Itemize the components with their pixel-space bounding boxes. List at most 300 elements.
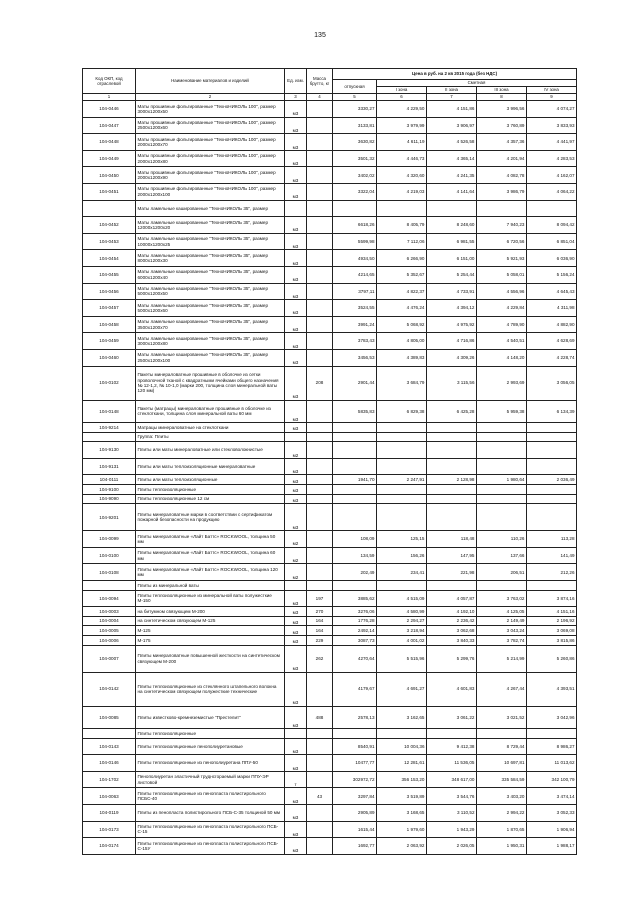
price-zone-1: 156,26: [377, 547, 427, 564]
price-zone-3: 3 043,24: [477, 626, 527, 636]
price-release: [333, 504, 377, 531]
item-unit: м3: [285, 423, 307, 433]
item-unit: м3: [285, 706, 307, 729]
price-release: 3402,02: [333, 167, 377, 184]
item-mass: [307, 564, 333, 581]
price-zone-2: 5 299,76: [427, 645, 477, 672]
item-mass: [307, 333, 333, 350]
item-mass: [307, 117, 333, 134]
price-zone-3: 1 950,31: [477, 838, 527, 855]
price-zone-1: [377, 504, 427, 531]
item-unit: м3: [285, 755, 307, 772]
item-code: [83, 200, 136, 217]
price-zone-3: 206,51: [477, 564, 527, 581]
price-release: 1776,28: [333, 616, 377, 626]
price-zone-3: 4 789,90: [477, 316, 527, 333]
price-zone-1: 125,15: [377, 531, 427, 548]
price-zone-2: 4 716,86: [427, 333, 477, 350]
price-zone-1: 3 168,65: [377, 804, 427, 821]
price-zone-3: 1 980,64: [477, 475, 527, 485]
price-release: 4214,65: [333, 266, 377, 283]
price-zone-3: 2 993,69: [477, 366, 527, 400]
item-unit: м3: [285, 117, 307, 134]
item-unit: [285, 729, 307, 739]
price-zone-3: 137,66: [477, 547, 527, 564]
price-zone-3: 5 214,99: [477, 645, 527, 672]
table-row: [83, 821, 577, 838]
item-name: Плиты минераловатные «Лайт Баттс» ROCKWOOL, толщина 120 мм: [136, 564, 285, 581]
item-name: Плиты или маты теплоизоляционные: [136, 475, 285, 485]
price-zone-1: [377, 442, 427, 459]
item-unit: [285, 432, 307, 442]
price-zone-4: 212,26: [527, 564, 577, 581]
price-zone-1: [377, 432, 427, 442]
price-release: 2901,44: [333, 366, 377, 400]
price-zone-1: 12 281,61: [377, 755, 427, 772]
price-zone-4: 3 069,08: [527, 626, 577, 636]
price-zone-1: 3 979,99: [377, 117, 427, 134]
item-name: Плиты теплоизоляционные: [136, 729, 285, 739]
price-release: [333, 484, 377, 494]
price-zone-3: 2 994,22: [477, 804, 527, 821]
table-row: [83, 200, 577, 217]
item-code: 104-0143: [83, 738, 136, 755]
item-mass: [307, 150, 333, 167]
price-zone-1: 2 247,91: [377, 475, 427, 485]
price-release: [333, 423, 377, 433]
item-code: 104-0455: [83, 266, 136, 283]
item-code: 104-9100: [83, 484, 136, 494]
item-code: 104-9130: [83, 442, 136, 459]
item-unit: м2: [285, 531, 307, 548]
price-release: 6618,26: [333, 217, 377, 234]
price-zone-4: 3 056,05: [527, 366, 577, 400]
table-row: [83, 217, 577, 234]
price-zone-2: 118,48: [427, 531, 477, 548]
item-code: 104-0102: [83, 366, 136, 400]
price-zone-3: 4 267,44: [477, 672, 527, 706]
item-unit: м3: [285, 738, 307, 755]
price-release: 134,59: [333, 547, 377, 564]
item-mass: 488: [307, 706, 333, 729]
price-zone-3: 4 556,96: [477, 283, 527, 300]
item-code: 104-0005: [83, 626, 136, 636]
price-zone-1: 4 476,24: [377, 300, 427, 317]
price-zone-3: 3 996,56: [477, 101, 527, 118]
item-code: 104-0460: [83, 349, 136, 366]
price-zone-4: 3 874,16: [527, 590, 577, 607]
item-unit: м3: [285, 167, 307, 184]
item-unit: м3: [285, 134, 307, 151]
header-name: Наименование материалов и изделий: [136, 69, 285, 94]
item-code: 104-0119: [83, 804, 136, 821]
price-zone-3: 10 697,81: [477, 755, 527, 772]
price-release: 3330,27: [333, 101, 377, 118]
price-release: 2492,14: [333, 626, 377, 636]
price-zone-4: 1 988,17: [527, 838, 577, 855]
price-zone-2: 4 192,10: [427, 607, 477, 617]
price-release: 1941,70: [333, 475, 377, 485]
header-zone-2: II зона: [427, 87, 477, 94]
table-row: [83, 494, 577, 504]
price-zone-1: 356 153,20: [377, 771, 427, 788]
price-zone-3: [477, 423, 527, 433]
item-name: Плиты теплоизоляционные из пенополиуретана ППУ-50: [136, 755, 285, 772]
item-mass: [307, 442, 333, 459]
item-code: 104-0063: [83, 788, 136, 805]
col-number: 4: [307, 94, 333, 101]
price-zone-3: 4 148,20: [477, 349, 527, 366]
item-mass: [307, 266, 333, 283]
price-release: 3456,53: [333, 349, 377, 366]
item-mass: 43: [307, 788, 333, 805]
item-name: Плиты минераловатные «Лайт Баттс» ROCKWOOL, толщина 60 мм: [136, 547, 285, 564]
price-release: 4179,67: [333, 672, 377, 706]
header-price-title: Цена в руб. на 2 кв 2015 года (без НДС): [333, 69, 577, 80]
price-zone-2: 8 248,60: [427, 217, 477, 234]
table-header: [83, 69, 577, 101]
price-zone-1: 4 229,50: [377, 101, 427, 118]
price-zone-1: 4 389,83: [377, 349, 427, 366]
item-mass: [307, 475, 333, 485]
header-release: отпускная: [333, 80, 377, 94]
price-zone-3: 4 357,36: [477, 134, 527, 151]
price-zone-2: [427, 432, 477, 442]
price-zone-4: 4 393,51: [527, 672, 577, 706]
price-zone-2: 4 241,35: [427, 167, 477, 184]
price-zone-2: 3 062,68: [427, 626, 477, 636]
header-estimate: Сметная: [377, 80, 577, 87]
item-name: Плиты теплоизоляционные: [136, 484, 285, 494]
price-release: 3524,55: [333, 300, 377, 317]
item-unit: м3: [285, 607, 307, 617]
price-zone-3: 4 540,51: [477, 333, 527, 350]
item-code: 104-0453: [83, 233, 136, 250]
item-mass: [307, 300, 333, 317]
item-name: Маты ламельные кашированные "ТехноНИКОЛЬ 35", размер 5000х1200х50: [136, 283, 285, 300]
item-unit: м2: [285, 547, 307, 564]
item-name: Плиты из минеральной ваты: [136, 580, 285, 590]
item-unit: м3: [285, 316, 307, 333]
item-mass: 270: [307, 607, 333, 617]
price-zone-4: 4 645,43: [527, 283, 577, 300]
table-row: [83, 771, 577, 788]
price-zone-2: 3 906,97: [427, 117, 477, 134]
item-code: 104-0451: [83, 183, 136, 200]
table-row: [83, 729, 577, 739]
col-number: 9: [527, 94, 577, 101]
price-release: 3133,81: [333, 117, 377, 134]
item-name: Матрацы минераловатные на стеклоткани: [136, 423, 285, 433]
item-unit: м3: [285, 217, 307, 234]
item-mass: [307, 672, 333, 706]
price-zone-2: 3 115,56: [427, 366, 477, 400]
price-release: 202,49: [333, 564, 377, 581]
item-unit: м3: [285, 821, 307, 838]
price-zone-4: 6 851,04: [527, 233, 577, 250]
price-zone-4: 11 013,62: [527, 755, 577, 772]
item-unit: м3: [285, 183, 307, 200]
price-zone-4: 5 260,86: [527, 645, 577, 672]
price-zone-4: [527, 423, 577, 433]
item-mass: [307, 458, 333, 475]
item-code: 104-0148: [83, 400, 136, 423]
item-unit: м3: [285, 672, 307, 706]
table-row: [83, 645, 577, 672]
item-mass: 262: [307, 645, 333, 672]
price-zone-1: [377, 580, 427, 590]
item-code: 104-9201: [83, 504, 136, 531]
item-code: 104-0459: [83, 333, 136, 350]
item-unit: м3: [285, 590, 307, 607]
item-mass: [307, 250, 333, 267]
price-release: 8540,91: [333, 738, 377, 755]
item-name: Плиты из пенопласта полистирольного ПСБ-С-35 толщиной 50 мм: [136, 804, 285, 821]
price-zone-1: 4 001,02: [377, 635, 427, 645]
item-unit: м3: [285, 233, 307, 250]
price-zone-1: 8 405,79: [377, 217, 427, 234]
item-code: 104-1702: [83, 771, 136, 788]
price-zone-1: 4 691,27: [377, 672, 427, 706]
price-zone-2: 4 394,12: [427, 300, 477, 317]
price-zone-1: [377, 729, 427, 739]
item-name: на битумном связующем М-200: [136, 607, 285, 617]
price-zone-1: 10 004,36: [377, 738, 427, 755]
price-zone-4: [527, 494, 577, 504]
price-release: [333, 458, 377, 475]
item-code: 104-0454: [83, 250, 136, 267]
price-release: [333, 580, 377, 590]
item-unit: м3: [285, 494, 307, 504]
price-zone-3: 3 021,52: [477, 706, 527, 729]
price-zone-3: 3 782,74: [477, 635, 527, 645]
price-zone-1: 5 068,92: [377, 316, 427, 333]
price-zone-4: [527, 432, 577, 442]
item-name: Маты ламельные кашированные "ТехноНИКОЛЬ 35", размер 10000х1200х25: [136, 233, 285, 250]
price-zone-1: 5 352,67: [377, 266, 427, 283]
item-name: Плиты теплоизоляционные из пенопласта полистирольного ПСБ-С-15: [136, 821, 285, 838]
price-zone-4: [527, 504, 577, 531]
item-name: Плиты или маты теплоизоляционные минераловатные: [136, 458, 285, 475]
item-code: 104-0447: [83, 117, 136, 134]
col-number: 6: [377, 94, 427, 101]
price-zone-3: 4 082,78: [477, 167, 527, 184]
price-zone-4: 4 064,22: [527, 183, 577, 200]
price-release: [333, 432, 377, 442]
price-zone-2: 4 975,92: [427, 316, 477, 333]
price-zone-1: 3 519,89: [377, 788, 427, 805]
price-zone-4: 342 100,79: [527, 771, 577, 788]
price-zone-2: 4 365,14: [427, 150, 477, 167]
price-zone-3: 2 149,49: [477, 616, 527, 626]
price-zone-4: 2 036,49: [527, 475, 577, 485]
price-zone-1: 4 320,60: [377, 167, 427, 184]
table-row: [83, 755, 577, 772]
item-code: 104-0108: [83, 564, 136, 581]
column-number-row: [83, 94, 577, 101]
item-unit: м3: [285, 635, 307, 645]
item-mass: [307, 838, 333, 855]
item-code: 104-9090: [83, 494, 136, 504]
price-zone-3: 1 870,65: [477, 821, 527, 838]
item-code: 104-0099: [83, 531, 136, 548]
item-mass: [307, 167, 333, 184]
price-zone-4: 3 474,14: [527, 788, 577, 805]
item-name: Маты ламельные кашированные "ТехноНИКОЛЬ 35", размер: [136, 200, 285, 217]
price-zone-2: [427, 580, 477, 590]
table-row: [83, 547, 577, 564]
item-mass: [307, 738, 333, 755]
price-release: [333, 200, 377, 217]
price-zone-1: 6 266,90: [377, 250, 427, 267]
price-release: 2578,13: [333, 706, 377, 729]
price-zone-1: [377, 458, 427, 475]
price-zone-4: 4 074,27: [527, 101, 577, 118]
price-zone-3: 5 058,01: [477, 266, 527, 283]
price-zone-4: 4 151,16: [527, 607, 577, 617]
price-zone-4: 3 052,33: [527, 804, 577, 821]
item-code: 104-0003: [83, 607, 136, 617]
price-zone-4: [527, 200, 577, 217]
item-mass: [307, 484, 333, 494]
price-zone-3: 3 986,79: [477, 183, 527, 200]
header-zone-1: I зона: [377, 87, 427, 94]
item-name: Маты ламельные кашированные "ТехноНИКОЛЬ 35", размер 12000х1200х20: [136, 217, 285, 234]
item-unit: м3: [285, 250, 307, 267]
price-zone-4: [527, 484, 577, 494]
table-row: [83, 531, 577, 548]
item-mass: [307, 283, 333, 300]
price-zone-3: 4 201,94: [477, 150, 527, 167]
table-row: [83, 706, 577, 729]
item-unit: м3: [285, 366, 307, 400]
item-name: Плиты известково-кремнеземистые "Престелит": [136, 706, 285, 729]
item-name: Пакеты минераловатные прошивные в оболочке из сетки проволочной тканой с квадратными ячейками общего назначения № 12-1,2, № 10-1,0 (марки 200, толщина слоя минеральной ваты 120 мм): [136, 366, 285, 400]
price-zone-1: 3 684,79: [377, 366, 427, 400]
price-zone-2: 4 141,64: [427, 183, 477, 200]
item-code: 104-0458: [83, 316, 136, 333]
price-release: 3501,32: [333, 150, 377, 167]
item-mass: [307, 729, 333, 739]
price-release: 3991,24: [333, 316, 377, 333]
table-row: [83, 233, 577, 250]
item-name: Плиты минераловатные повышенной жесткости на синтетическом связующем М-200: [136, 645, 285, 672]
header-code: Код ОКП, код отраслевой: [83, 69, 136, 94]
price-zone-3: 3 760,89: [477, 117, 527, 134]
price-zone-1: 4 805,00: [377, 333, 427, 350]
price-release: [333, 729, 377, 739]
price-zone-2: 3 110,52: [427, 804, 477, 821]
item-unit: т: [285, 771, 307, 788]
table-row: [83, 283, 577, 300]
col-number: 5: [333, 94, 377, 101]
price-zone-4: 4 628,69: [527, 333, 577, 350]
item-mass: [307, 134, 333, 151]
item-code: 104-9214: [83, 423, 136, 433]
price-zone-1: 4 515,09: [377, 590, 427, 607]
table-row: [83, 580, 577, 590]
item-mass: [307, 423, 333, 433]
item-code: 104-0146: [83, 755, 136, 772]
price-zone-2: [427, 200, 477, 217]
price-zone-2: 9 412,38: [427, 738, 477, 755]
price-zone-3: 110,26: [477, 531, 527, 548]
item-mass: [307, 531, 333, 548]
price-release: [333, 442, 377, 459]
price-zone-4: 141,49: [527, 547, 577, 564]
table-row: [83, 804, 577, 821]
price-zone-1: 4 611,19: [377, 134, 427, 151]
item-code: 104-9131: [83, 458, 136, 475]
item-code: [83, 729, 136, 739]
item-unit: м3: [285, 475, 307, 485]
price-zone-4: 4 228,74: [527, 349, 577, 366]
price-release: 4270,64: [333, 645, 377, 672]
table-row: [83, 672, 577, 706]
item-code: 104-0100: [83, 547, 136, 564]
item-unit: м3: [285, 504, 307, 531]
item-name: Плиты теплоизоляционные из пенопласта полистирольного ПСБ-С-15У: [136, 838, 285, 855]
item-name: Плиты теплоизоляционные из минеральной ваты полужесткие М-150: [136, 590, 285, 607]
price-zone-2: 147,95: [427, 547, 477, 564]
price-release: 10477,77: [333, 755, 377, 772]
price-zone-1: 7 112,06: [377, 233, 427, 250]
table-row: [83, 423, 577, 433]
table-row: [83, 442, 577, 459]
table-row: [83, 484, 577, 494]
price-zone-2: [427, 494, 477, 504]
item-code: 104-0452: [83, 217, 136, 234]
price-zone-1: [377, 494, 427, 504]
price-zone-3: 4 125,05: [477, 607, 527, 617]
price-zone-3: 3 403,20: [477, 788, 527, 805]
price-zone-3: [477, 504, 527, 531]
col-number: 7: [427, 94, 477, 101]
item-mass: [307, 821, 333, 838]
price-zone-4: 4 311,98: [527, 300, 577, 317]
table-row: [83, 400, 577, 423]
item-name: Маты прошивные фольгированные "ТехноНИКОЛЬ 100", размер 2000х1200х100: [136, 183, 285, 200]
price-zone-1: 2 294,27: [377, 616, 427, 626]
table-row: [83, 366, 577, 400]
item-unit: м3: [285, 300, 307, 317]
item-unit: м3: [285, 349, 307, 366]
item-unit: м3: [285, 101, 307, 118]
table-row: [83, 458, 577, 475]
price-zone-3: 8 729,44: [477, 738, 527, 755]
item-unit: м3: [285, 838, 307, 855]
price-zone-1: 4 822,37: [377, 283, 427, 300]
price-release: 3630,82: [333, 134, 377, 151]
price-zone-2: 6 425,28: [427, 400, 477, 423]
price-release: 3276,06: [333, 607, 377, 617]
price-zone-3: [477, 458, 527, 475]
price-release: [333, 494, 377, 504]
item-mass: 164: [307, 626, 333, 636]
price-zone-2: [427, 729, 477, 739]
price-zone-2: 4 057,87: [427, 590, 477, 607]
table-row: [83, 134, 577, 151]
item-mass: [307, 349, 333, 366]
price-zone-1: 4 219,03: [377, 183, 427, 200]
table-row: [83, 635, 577, 645]
price-zone-2: 2 128,98: [427, 475, 477, 485]
item-code: 104-0448: [83, 134, 136, 151]
item-mass: [307, 547, 333, 564]
price-zone-1: 3 218,94: [377, 626, 427, 636]
price-zone-2: 4 151,86: [427, 101, 477, 118]
price-zone-1: 4 580,99: [377, 607, 427, 617]
